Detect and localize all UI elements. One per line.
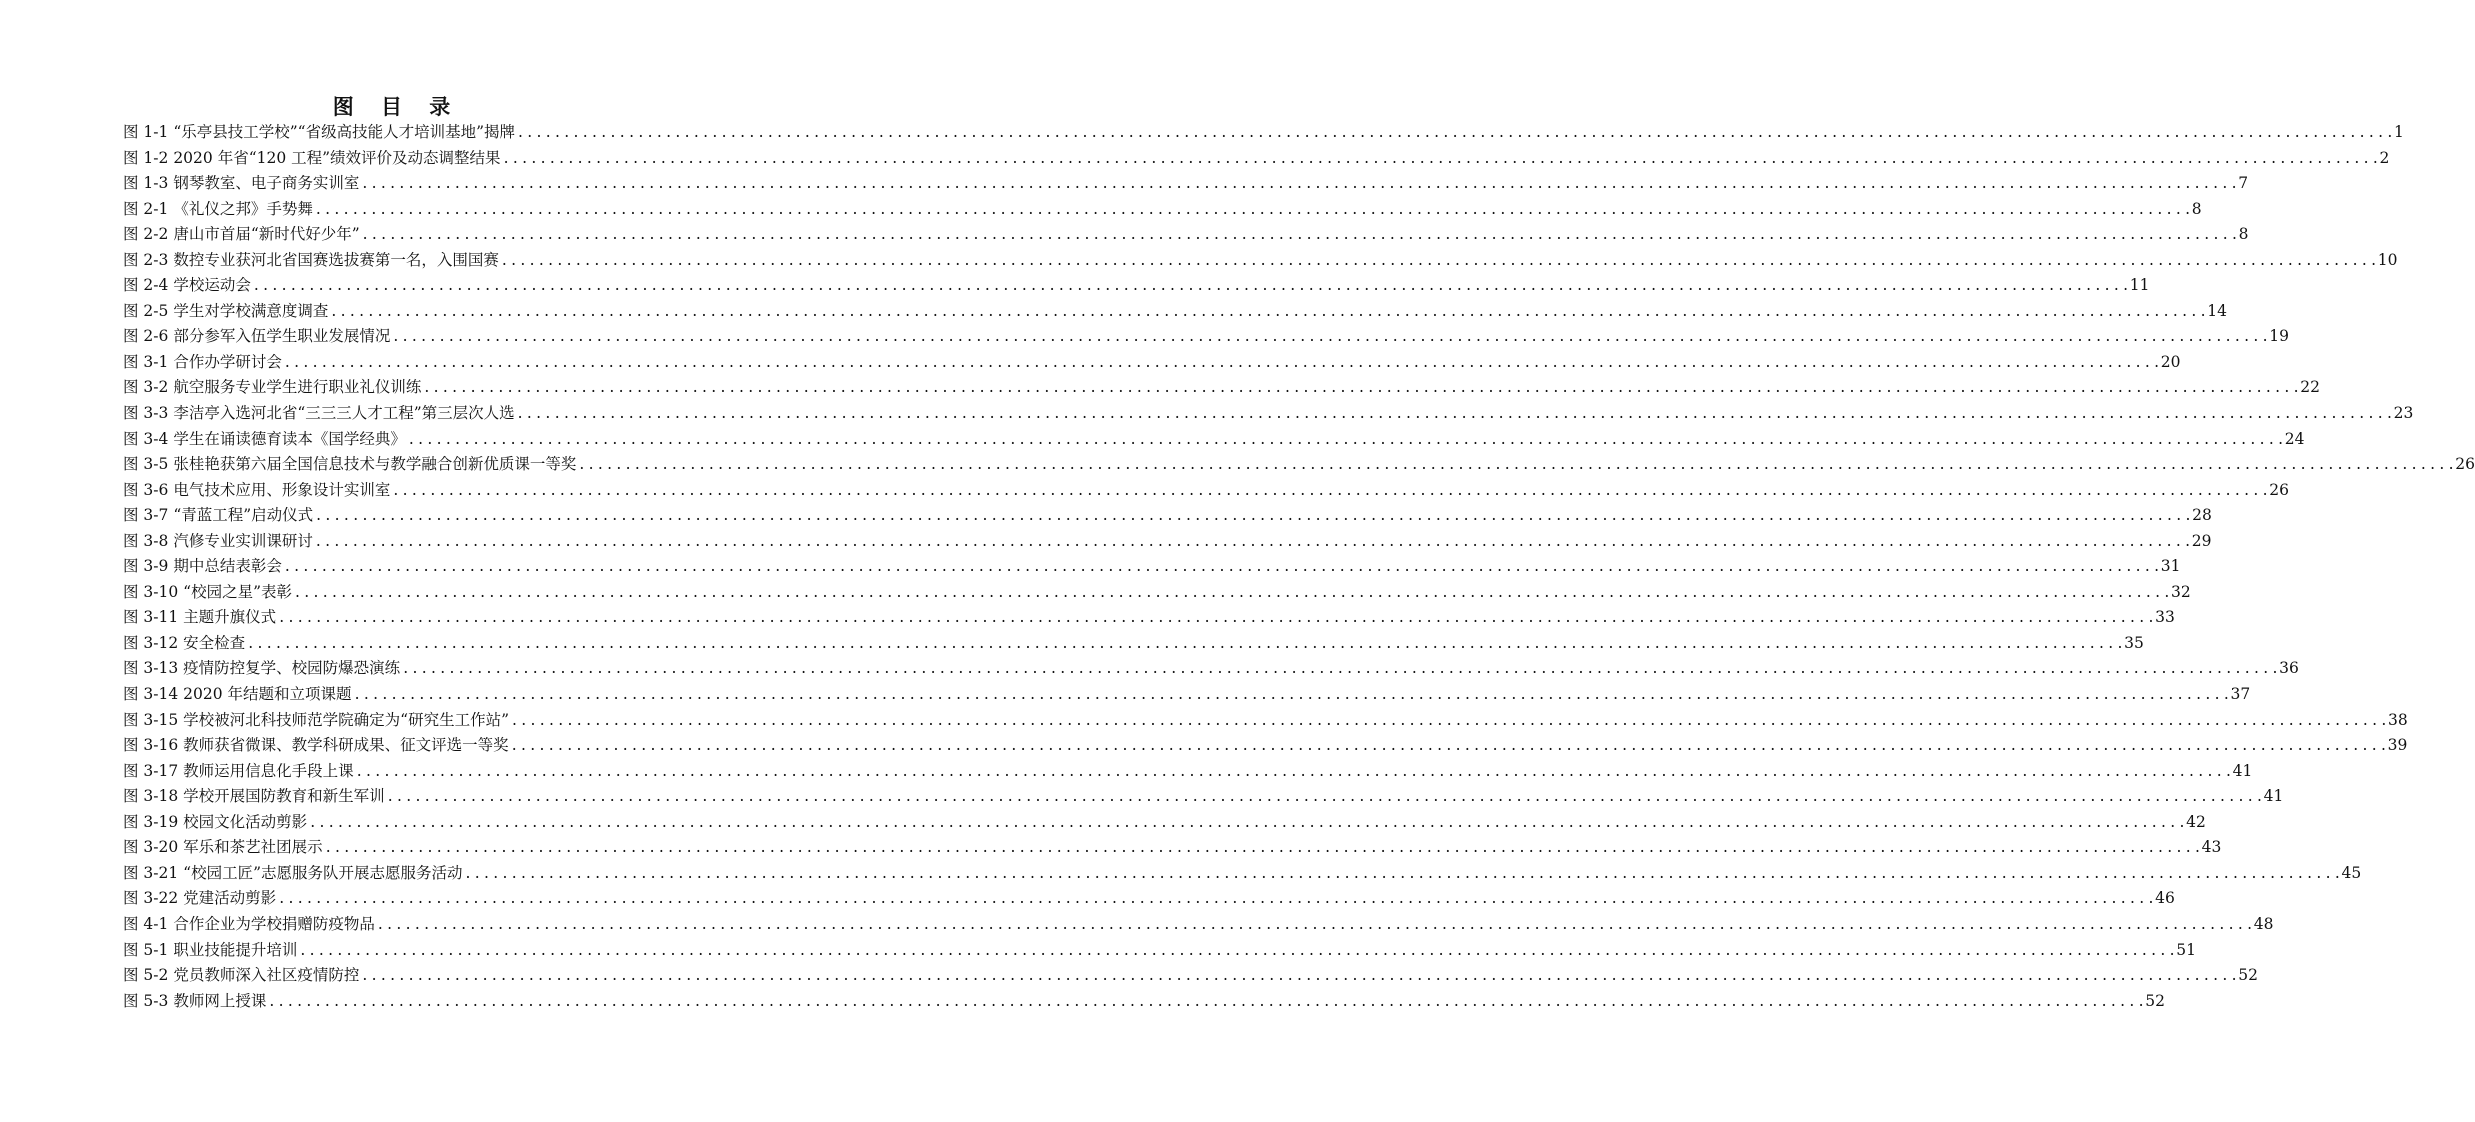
toc-entry[interactable] (123, 835, 2222, 861)
toc-entry-page-number: 43 (2201, 838, 2222, 857)
toc-entry[interactable] (123, 989, 2166, 1015)
toc-entry-label: 图 3-3 李洁亭入选河北省“三三三人才工程”第三层次人选 (123, 404, 515, 423)
toc-entry-label: 图 3-22 党建活动剪影 (123, 889, 277, 908)
toc-entry-label: 图 3-14 2020 年结题和立项课题 (123, 685, 352, 704)
toc-entry-label: 图 3-6 电气技术应用、形象设计实训室 (123, 480, 391, 499)
toc-entry-page-number: 23 (2393, 404, 2414, 423)
toc-entry[interactable] (123, 427, 2305, 453)
toc-entry-page-number: 32 (2170, 582, 2191, 601)
toc-entry-page-number: 48 (2253, 914, 2274, 933)
toc-entry-page-number: 46 (2155, 889, 2175, 908)
toc-entry-page-number: 51 (2176, 940, 2197, 959)
toc-entry-page-number: 26 (2269, 480, 2290, 499)
toc-entry[interactable] (123, 886, 2175, 912)
toc-leader-dots (359, 963, 2236, 989)
toc-leader-dots (328, 299, 2205, 325)
toc-entry[interactable] (123, 529, 2212, 555)
toc-entry[interactable] (123, 503, 2212, 529)
toc-leader-dots (499, 248, 2376, 274)
toc-leader-dots (282, 350, 2159, 376)
toc-leader-dots (313, 197, 2190, 223)
toc-entry-label: 图 2-2 唐山市首届“新时代好少年” (123, 225, 360, 244)
toc-leader-dots (307, 810, 2184, 836)
toc-leader-dots (360, 222, 2237, 248)
toc-entry-label: 图 5-1 职业技能提升培训 (123, 940, 298, 959)
toc-entry-label: 图 3-8 汽修专业实训课研讨 (123, 531, 313, 550)
toc-entry-page-number: 33 (2155, 608, 2175, 627)
toc-leader-dots (509, 733, 2386, 759)
toc-entry[interactable] (123, 938, 2197, 964)
toc-leader-dots (245, 631, 2122, 657)
toc-entry[interactable] (123, 759, 2253, 785)
toc-entry-label: 图 3-19 校园文化活动剪影 (123, 812, 308, 831)
toc-entry-page-number: 22 (2300, 378, 2321, 397)
toc-entry-page-number: 8 (2191, 199, 2202, 218)
toc-entry-label: 图 2-6 部分参军入伍学生职业发展情况 (123, 327, 391, 346)
toc-entry-label: 图 3-4 学生在诵读德育读本《国学经典》 (123, 429, 406, 448)
figure-toc-list (123, 120, 2475, 1014)
toc-entry-label: 图 5-3 教师网上授课 (123, 991, 267, 1010)
toc-entry[interactable] (123, 222, 2249, 248)
toc-leader-dots (323, 835, 2200, 861)
toc-entry[interactable] (123, 656, 2299, 682)
toc-entry-label: 图 3-9 期中总结表彰会 (123, 557, 282, 576)
toc-leader-dots (313, 529, 2190, 555)
toc-leader-dots (406, 427, 2283, 453)
toc-entry-label: 图 3-7 “青蓝工程”启动仪式 (123, 506, 314, 525)
toc-entry-page-number: 8 (2238, 225, 2249, 244)
toc-entry-page-number: 41 (2263, 787, 2284, 806)
toc-entry-page-number: 14 (2207, 301, 2228, 320)
toc-entry-label: 图 3-20 军乐和茶艺社团展示 (123, 838, 323, 857)
toc-leader-dots (390, 324, 2267, 350)
toc-leader-dots (509, 708, 2386, 734)
toc-leader-dots (276, 886, 2153, 912)
toc-entry[interactable] (123, 784, 2284, 810)
toc-entry[interactable] (123, 554, 2181, 580)
toc-leader-dots (576, 452, 2453, 478)
toc-entry-label: 图 3-13 疫情防控复学、校园防爆恐演练 (123, 659, 401, 678)
toc-entry-label: 图 1-2 2020 年省“120 工程”绩效评价及动态调整结果 (123, 148, 501, 167)
toc-leader-dots (359, 171, 2236, 197)
toc-entry-label: 图 3-5 张桂艳获第六届全国信息技术与教学融合创新优质课一等奖 (123, 455, 577, 474)
toc-leader-dots (501, 146, 2378, 172)
toc-entry-label: 图 2-4 学校运动会 (123, 276, 251, 295)
toc-entry-label: 图 3-11 主题升旗仪式 (123, 608, 277, 627)
toc-entry-label: 图 5-2 党员教师深入社区疫情防控 (123, 966, 360, 985)
toc-entry-label: 图 3-15 学校被河北科技师范学院确定为“研究生工作站” (123, 710, 510, 729)
toc-entry-label: 图 3-1 合作办学研讨会 (123, 352, 282, 371)
toc-entry[interactable] (123, 631, 2144, 657)
toc-entry-page-number: 11 (2129, 276, 2150, 295)
toc-leader-dots (463, 861, 2340, 887)
toc-entry[interactable] (123, 248, 2398, 274)
toc-entry-label: 图 3-2 航空服务专业学生进行职业礼仪训练 (123, 378, 422, 397)
toc-entry-page-number: 28 (2192, 506, 2212, 525)
toc-leader-dots (352, 682, 2229, 708)
toc-entry[interactable] (123, 452, 2475, 478)
toc-entry-page-number: 19 (2269, 327, 2290, 346)
toc-entry[interactable] (123, 324, 2290, 350)
page-title: 图 目 录 (332, 95, 461, 119)
toc-entry-label: 图 3-18 学校开展国防教育和新生军训 (123, 787, 385, 806)
toc-entry-label: 图 3-17 教师运用信息化手段上课 (123, 761, 354, 780)
toc-entry-page-number: 26 (2455, 455, 2475, 474)
toc-leader-dots (282, 554, 2159, 580)
toc-entry-label: 图 1-1 “乐亭县技工学校”“省级高技能人才培训基地”揭牌 (123, 123, 516, 141)
toc-entry[interactable] (123, 682, 2251, 708)
toc-entry[interactable] (123, 120, 2404, 146)
toc-entry-page-number: 10 (2377, 250, 2398, 269)
toc-entry-page-number: 39 (2387, 736, 2408, 755)
toc-leader-dots (400, 656, 2277, 682)
toc-entry[interactable] (123, 733, 2408, 759)
toc-entry[interactable] (123, 401, 2414, 427)
toc-entry-label: 图 3-12 安全检查 (123, 633, 246, 652)
toc-entry-label: 图 4-1 合作企业为学校捐赠防疫物品 (123, 914, 375, 933)
toc-entry[interactable] (123, 197, 2202, 223)
toc-entry-page-number: 52 (2145, 991, 2166, 1010)
toc-entry-page-number: 24 (2284, 429, 2305, 448)
toc-entry[interactable] (123, 861, 2362, 887)
toc-entry-page-number: 31 (2160, 557, 2181, 576)
toc-entry-page-number: 20 (2160, 352, 2181, 371)
toc-entry-page-number: 7 (2238, 174, 2249, 193)
toc-entry-page-number: 2 (2379, 148, 2390, 167)
toc-entry-page-number: 1 (2393, 123, 2404, 141)
toc-leader-dots (375, 912, 2252, 938)
toc-entry-page-number: 42 (2186, 812, 2206, 831)
toc-leader-dots (276, 605, 2153, 631)
toc-leader-dots (390, 478, 2267, 504)
toc-entry-label: 图 2-1 《礼仪之邦》手势舞 (123, 199, 313, 218)
toc-entry-page-number: 41 (2232, 761, 2253, 780)
toc-leader-dots (313, 503, 2190, 529)
toc-leader-dots (251, 273, 2128, 299)
toc-entry-page-number: 45 (2341, 863, 2362, 882)
toc-leader-dots (354, 759, 2231, 785)
toc-entry[interactable] (123, 375, 2321, 401)
toc-entry-page-number: 52 (2238, 966, 2259, 985)
toc-leader-dots (266, 989, 2143, 1015)
toc-entry[interactable] (123, 708, 2408, 734)
toc-entry-page-number: 36 (2279, 659, 2299, 678)
toc-entry-page-number: 38 (2387, 710, 2408, 729)
toc-entry[interactable] (123, 146, 2390, 172)
toc-leader-dots (385, 784, 2262, 810)
toc-entry[interactable] (123, 912, 2274, 938)
toc-leader-dots (515, 401, 2392, 427)
toc-entry[interactable] (123, 963, 2259, 989)
toc-entry-label: 图 3-10 “校园之星”表彰 (123, 582, 293, 601)
toc-entry[interactable] (123, 580, 2191, 606)
toc-entry-label: 图 2-5 学生对学校满意度调查 (123, 301, 329, 320)
toc-entry-page-number: 35 (2124, 633, 2144, 652)
toc-entry[interactable] (123, 171, 2249, 197)
toc-entry[interactable] (123, 810, 2206, 836)
toc-entry-label: 图 2-3 数控专业获河北省国赛选拔赛第一名，入围国赛 (123, 250, 499, 269)
toc-entry[interactable] (123, 273, 2150, 299)
toc-leader-dots (515, 120, 2392, 146)
toc-entry-label: 图 1-3 钢琴教室、电子商务实训室 (123, 174, 360, 193)
toc-entry[interactable] (123, 299, 2228, 325)
toc-entry-page-number: 29 (2191, 531, 2212, 550)
toc-entry-page-number: 37 (2230, 685, 2251, 704)
toc-entry-label: 图 3-16 教师获省微课、教学科研成果、征文评选一等奖 (123, 736, 509, 755)
toc-entry[interactable] (123, 350, 2181, 376)
toc-entry[interactable] (123, 605, 2175, 631)
toc-leader-dots (421, 375, 2298, 401)
toc-leader-dots (297, 938, 2174, 964)
toc-entry-label: 图 3-21 “校园工匠”志愿服务队开展志愿服务活动 (123, 863, 463, 882)
toc-leader-dots (292, 580, 2169, 606)
toc-entry[interactable] (123, 478, 2290, 504)
